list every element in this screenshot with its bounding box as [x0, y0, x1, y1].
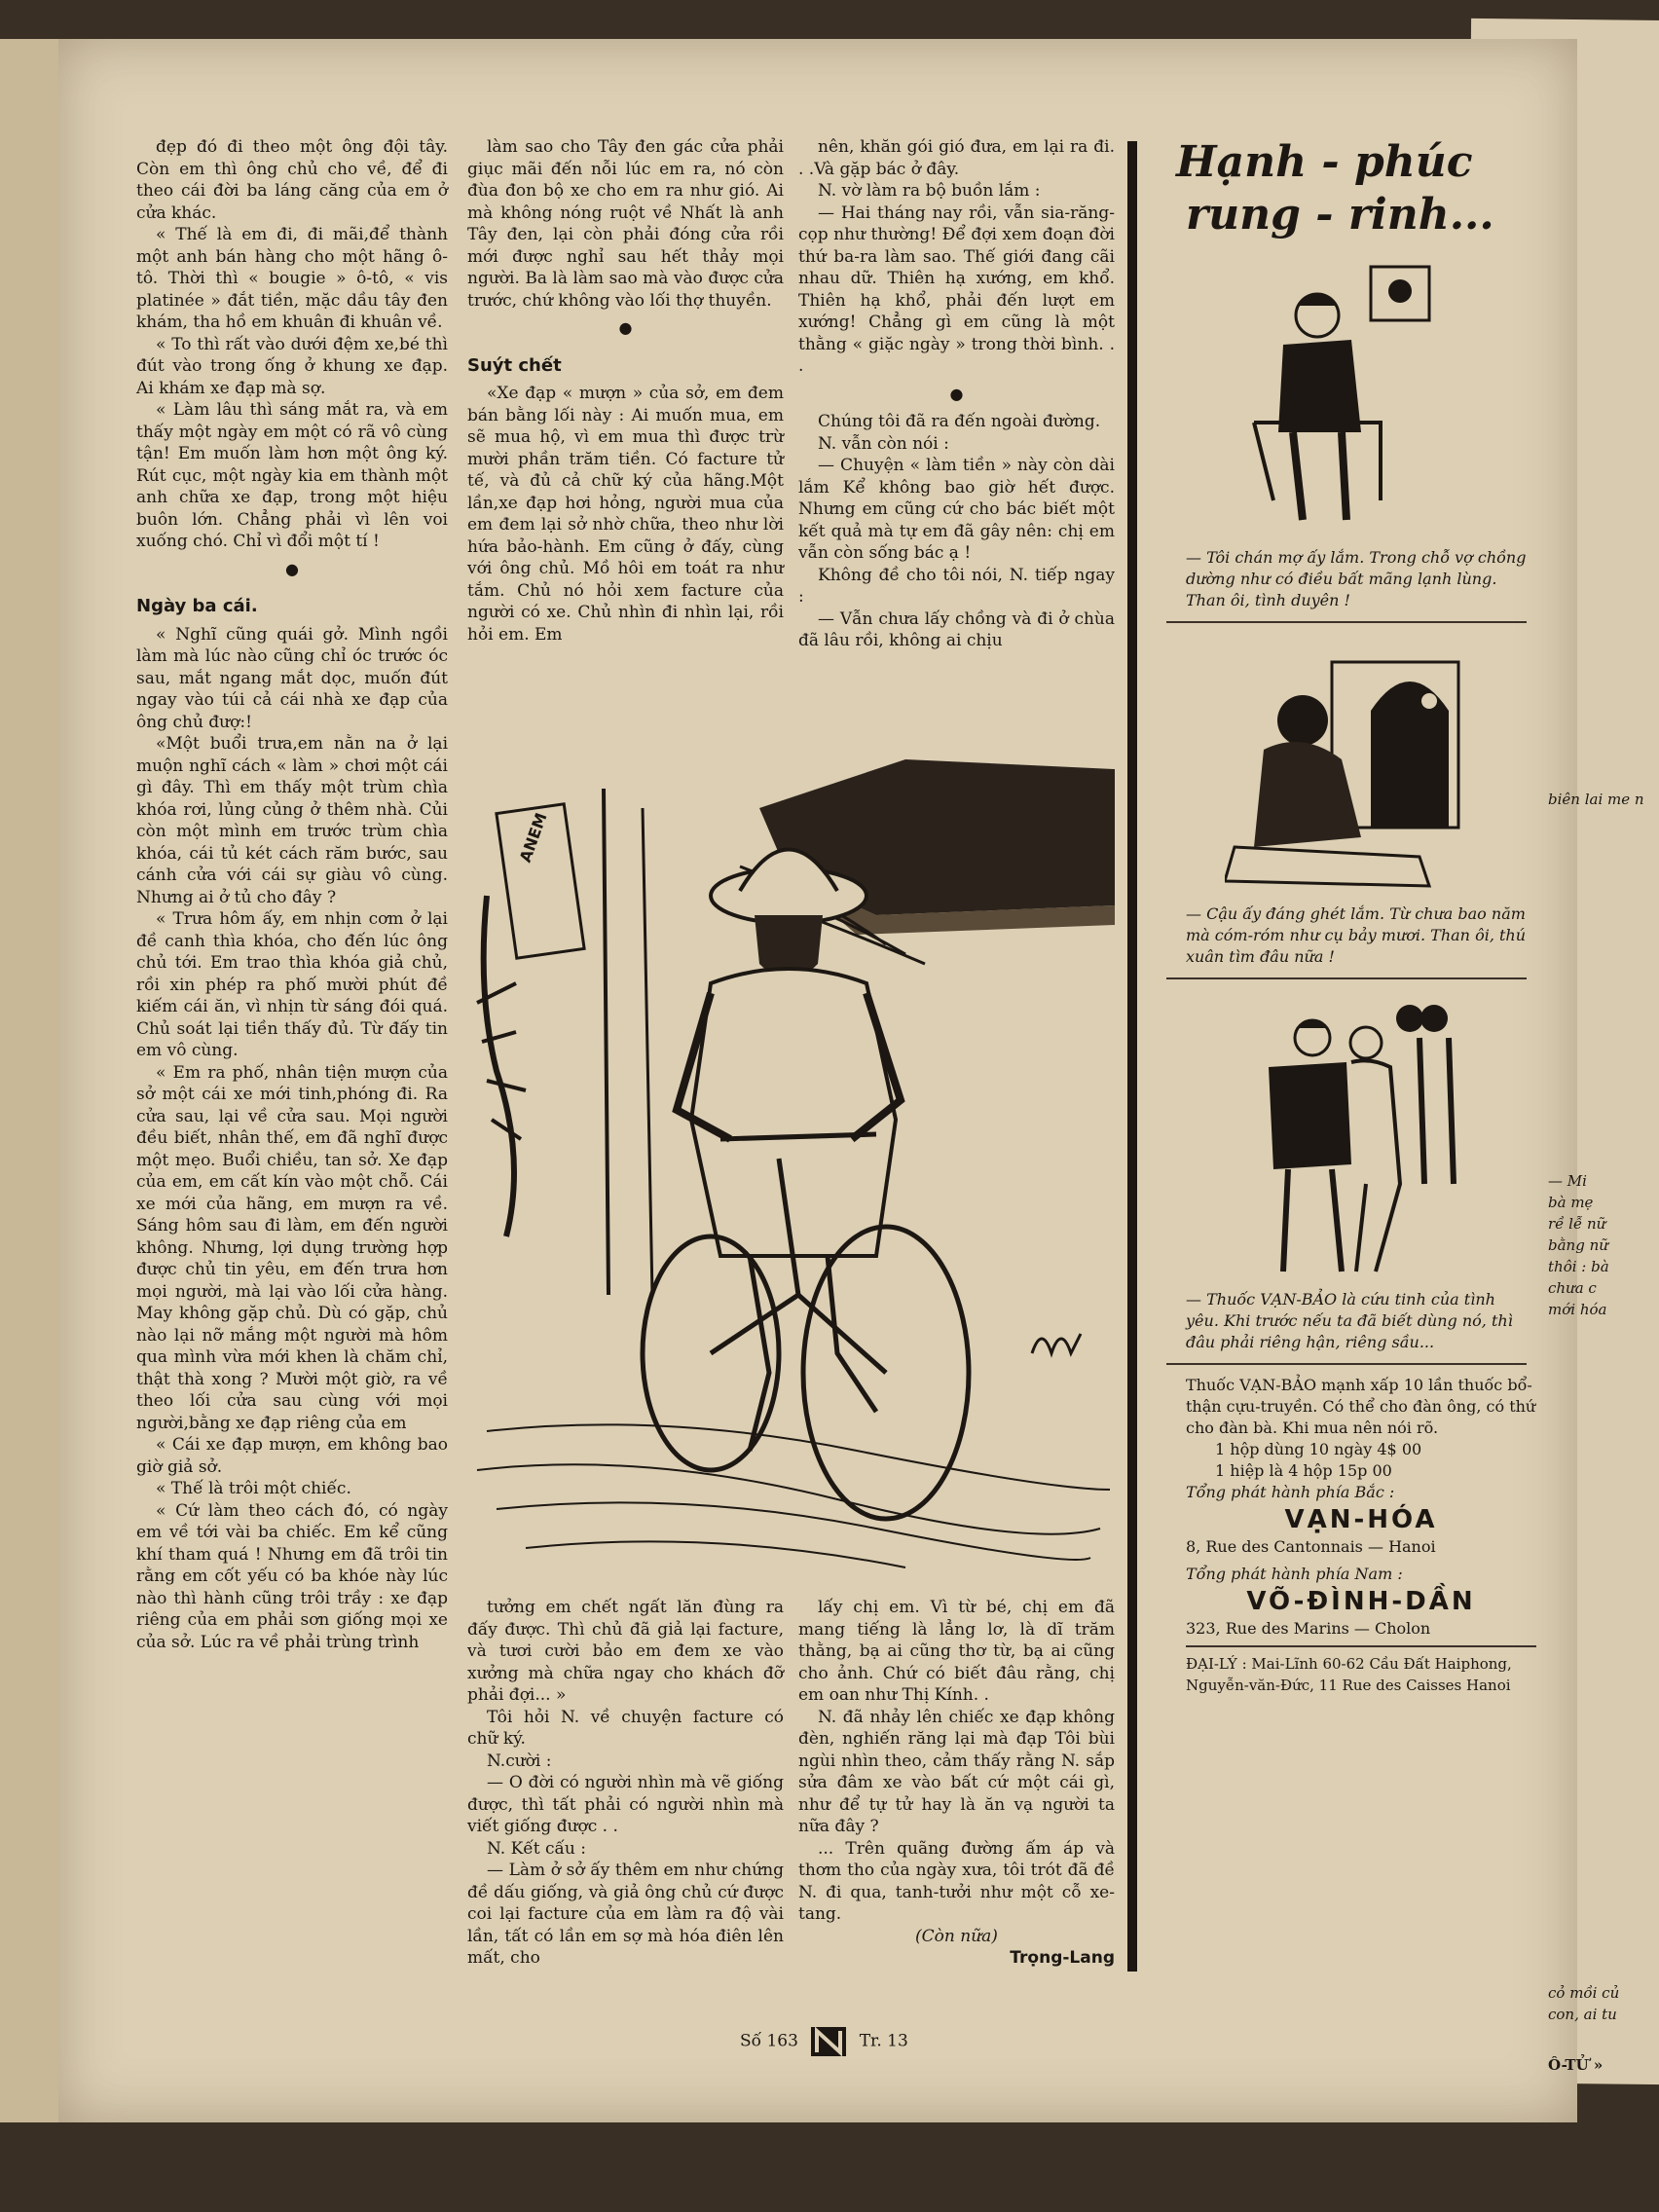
paragraph: Tôi hỏi N. về chuyện facture có chữ ký.	[467, 1707, 784, 1749]
author-byline: Trọng-Lang	[1010, 1948, 1115, 1968]
paragraph: « Em ra phố, nhân tiện mượn của sở một cái xe mới tinh,phóng đi. Ra cửa sau, lại về cửa sau. Mọi người đều biết, nhân thế, em đã nghĩ được một mẹo. Buổi chiều, tan sở. Xe đạp của em, em cất kín vào một chỗ. Cái xe mới của hãng, em mượn ra về. Sáng hôm sau đi làm, em đến người không. Nhưng, lợi dụng trường hợp được chủ tin yêu, em đến trưa hơn mọi người, mà lại vào lối cửa hàng. May không gặp chủ. Dù có gặp, chủ nào lại nỡ mắng một người mà hôm qua mình vừa mới khen là chăm chỉ, thật thà xong ? Mười một giờ, ra về theo lối cửa sau cùng với mọi người,bằng xe đạp riêng của em	[136, 1062, 448, 1433]
ad-text: Thuốc VẠN-BẢO mạnh xấp 10 lần thuốc bổ-thận cựu-truyền. Có thể cho đàn ông, có thứ cho đàn bà. Khi mua nên nói rõ.	[1186, 1376, 1536, 1437]
adjacent-text-line: con, ai tu	[1548, 2006, 1617, 2023]
south-distributor-address: 323, Rue des Marins — Cholon	[1186, 1619, 1431, 1638]
north-distributor-label: Tổng phát hành phía Bắc :	[1186, 1483, 1395, 1501]
paragraph: tưởng em chết ngất lăn đùng ra đấy được. Thì chủ đã giả lại facture, và tươi cười bảo em đem xe vào xưởng mà chữa ngay cho khách đỡ phải đợi... »	[467, 1598, 784, 1705]
medicine-advertisement	[1186, 1375, 1536, 1696]
paragraph: «Một buổi trưa,em nằn na ở lại muộn nghĩ cách « làm » chơi một cái gì đây. Thì em thấy một trùm chìa khóa rơi, lủng củng ở thêm nhà. Củi còn một mình em trước trùm chìa khóa, cái tủ két cách răm bước, sau cánh cửa với cái sự giàu vô cùng. Nhưng ai ở tủ cho đây ?	[136, 734, 448, 907]
paragraph: — Hai tháng nay rồi, vẫn sia-răng-cọp như thường! Để đợi xem đoạn đời thứ ba-ra làm sao. Thế giới đang cãi nhau dữ. Thiên hạ xướng, em khổ. Thiên hạ khổ, phải đến lượt em xướng! Chẳng gì em cũng là một thằng « giặc ngày » trong thời bình. . .	[798, 203, 1115, 376]
comic-panel-3	[1230, 989, 1473, 1281]
article-column-1	[136, 136, 448, 1653]
paragraph: — Vẫn chưa lấy chồng và đi ở chùa đã lâu rồi, không ai chịu	[798, 608, 1115, 650]
south-distributor-label: Tổng phát hành phía Nam :	[1186, 1565, 1403, 1583]
page-footer	[740, 2025, 908, 2058]
separator-dot: ●	[618, 318, 633, 337]
paragraph: nên, khăn gói gió đưa, em lại ra đi. . .Và gặp bác ở đây.	[798, 137, 1115, 179]
paragraph: N.cười :	[487, 1751, 552, 1771]
comic-caption-3: — Thuốc VẠN-BẢO là cứu tinh của tình yêu. Khi trước nếu ta đã biết dùng nó, thì đâu phải riêng hận, riêng sầu...	[1186, 1290, 1513, 1351]
paragraph: — Chuyện « làm tiền » này còn dài lắm Kể không bao giờ hết được. Nhưng em cũng cứ cho bác biết một kết quả mà tự em đã gây nên: chị em vẫn còn sống bác ạ !	[798, 456, 1115, 563]
comic-caption-2: — Cậu ấy đáng ghét lắm. Từ chưa bao năm mà cóm-róm như cụ bảy mươi. Than ôi, thú xuân tìm đâu nữa !	[1186, 904, 1527, 966]
paragraph: N. vờ làm ra bộ buồn lắm :	[818, 181, 1041, 201]
section-heading: Ngày ba cái.	[136, 596, 258, 616]
sidebar-comic-ad	[1147, 136, 1556, 1696]
adjacent-text-line: mới hóa	[1548, 1301, 1607, 1318]
paragraph: làm sao cho Tây đen gác cửa phải giục mãi đến nỗi lúc em ra, nó còn đùa đon bộ xe cho em ra như gió. Ai mà không nóng ruột về Nhất là anh Tây đen, lại còn phải đóng cửa rồi mới được nghỉ sau hết thảy mọi người. Ba là làm sao mà vào được cửa trước, chứ không vào lối thợ thuyền.	[467, 137, 784, 311]
comic-caption-1: — Tôi chán mợ ấy lắm. Trong chỗ vợ chồng dường như có điều bất mãng lạnh lùng. Than ôi, tình duyên !	[1186, 548, 1527, 609]
paragraph: « To thì rất vào dưới đệm xe,bé thì đút vào trong ống ở khung xe đạp. Ai khám xe đạp mà sợ.	[136, 334, 448, 398]
article-column-2-continued	[467, 1597, 784, 1970]
adjacent-text-line: Ô-TỬ »	[1548, 2056, 1604, 2074]
paragraph: « Làm lâu thì sáng mắt ra, và em thấy một ngày em một có rã vô cùng tận! Em muốn làm hơn một ông ký. Rút cục, một ngày kia em thành một anh chữa xe đạp, trong một hiệu buôn lớn. Chẳng phải vì lên voi xuống chó. Chỉ vì đổi một tí !	[136, 400, 448, 551]
adjacent-text-line: rề lễ nữ	[1548, 1215, 1606, 1233]
separator-dot: ●	[949, 384, 964, 403]
shop-sign-text: ANEM	[515, 810, 551, 866]
paragraph: — O đời có người nhìn mà vẽ giống được, thì tất phải có người nhìn mà viết giống được . .	[467, 1773, 784, 1836]
adjacent-text-line: cỏ mồi củ	[1548, 1984, 1620, 2002]
section-heading: Suýt chết	[467, 354, 562, 376]
issue-number: Số 163	[740, 2031, 798, 2051]
paragraph: Không đề cho tôi nói, N. tiếp ngay :	[798, 565, 1115, 607]
page-number: Tr. 13	[859, 2031, 908, 2051]
divider	[1186, 1645, 1536, 1647]
paragraph: N. Kết cấu :	[487, 1838, 587, 1859]
sidebar-title-line2: rung - rinh...	[1186, 190, 1494, 240]
divider	[1166, 1363, 1527, 1365]
adjacent-page-text	[1548, 146, 1655, 2076]
comic-panel-1	[1235, 257, 1468, 539]
article-column-3-continued	[798, 1597, 1115, 1970]
publication-logo-icon	[809, 2025, 848, 2058]
paragraph: Chúng tôi đã ra đến ngoài đường.	[818, 412, 1101, 431]
north-distributor-name: VẠN-HÓA	[1284, 1505, 1438, 1534]
adjacent-text-line: chưa c	[1548, 1279, 1597, 1297]
paragraph: — Làm ở sở ấy thêm em như chứng đề dấu giống, và giả ông chủ cứ được coi lại facture của em làm ra độ vài lần, tất có lần em sợ mà hóa điên lên mất, cho	[467, 1861, 784, 1968]
paragraph: «Xe đạp « mượn » của sở, em đem bán bằng lối này : Ai muốn mua, em sẽ mua hộ, vì em mua thì được trừ mười phần trăm tiền. Có facture tử tế, và đủ cả chữ ký của hãng.Một lần,xe đạp hơi hỏng, người mua của em đem lại sở nhờ chữa, theo như lời hứa bảo-hành. Em cũng ở đấy, cùng với ông chủ. Mồ hôi em toát ra như tắm. Chủ nó hỏi xem facture của người có xe. Chủ nhìn đi nhìn lại, rồi hỏi em. Em	[467, 384, 784, 645]
paragraph: « Cái xe đạp mượn, em không bao giờ giả sở.	[136, 1435, 448, 1477]
adjacent-text-line: bà mẹ	[1548, 1194, 1594, 1211]
north-distributor-address: 8, Rue des Cantonnais — Hanoi	[1186, 1537, 1436, 1556]
separator-dot: ●	[285, 559, 299, 578]
south-distributor-name: VÕ-ĐÌNH-DẦN	[1246, 1587, 1476, 1616]
paragraph: « Trưa hôm ấy, em nhịn cơm ở lại đề canh thìa khóa, cho đến lúc ông chủ tới. Em trao thìa khóa giả chủ, rồi xin phép ra phố mười phút đề kiếm cái ăn, vì nhịn từ sáng đói quá. Chủ soát lại tiền thấy đủ. Từ đấy tin em vô cùng.	[136, 909, 448, 1060]
continued-note: (Còn nữa)	[915, 1926, 998, 1946]
paragraph: « Cứ làm theo cách đó, có ngày em về tới vài ba chiếc. Em kể cũng khí tham quá ! Nhưng em đã trôi tin rằng em cốt yếu có ba khóe này lúc nào thì hành cũng trôi trầy : xe đạp riêng của em phải sơn giống mọi xe của sở. Lúc ra về phải trùng trình	[136, 1500, 448, 1652]
newspaper-page	[58, 39, 1577, 2122]
article-column-2	[467, 136, 784, 645]
divider	[1166, 977, 1527, 979]
agents-list: ĐẠI-LÝ : Mai-Lĩnh 60-62 Cầu Đất Haiphong, Nguyễn-văn-Đức, 11 Rue des Caisses Hanoi	[1186, 1655, 1512, 1694]
comic-panel-2	[1225, 633, 1478, 896]
article-column-3	[798, 136, 1115, 652]
divider	[1166, 621, 1527, 623]
column-divider	[1127, 141, 1137, 1972]
adjacent-text-line: — Mi	[1548, 1172, 1587, 1190]
paragraph: ... Trên quãng đường ấm áp và thơm tho của ngày xưa, tôi trót đã đề N. đi qua, tanh-tưởi như một cỗ xe-tang.	[798, 1838, 1115, 1924]
paragraph: « Nghĩ cũng quái gở. Mình ngồi làm mà lúc nào cũng chỉ óc trước óc sau, mắt ngang mắt dọc, muốn đút ngay vào túi cả cái nhà xe đạp của ông chủ đượ:!	[136, 624, 448, 732]
paragraph: « Thế là trôi một chiếc.	[156, 1479, 351, 1498]
adjacent-text-line: biên lai me n	[1548, 791, 1644, 808]
ad-price-2: 1 hiệp là 4 hộp 15p 00	[1215, 1461, 1392, 1480]
paragraph: đẹp đó đi theo một ông đội tây. Còn em thì ông chủ cho về, để đi theo cái đời ba láng căng của em ở cửa khác.	[136, 137, 448, 223]
paragraph: lấy chị em. Vì từ bé, chị em đã mang tiếng là lẳng lơ, là dĩ trăm thằng, bạ ai cũng thơ từ, bạ ai cũng cho ảnh. Chứ có biết đâu rằng, chị em oan như Thị Kính. .	[798, 1598, 1115, 1705]
sidebar-title	[1176, 136, 1556, 241]
adjacent-text-line: thôi : bà	[1548, 1258, 1609, 1275]
sidebar-title-line1: Hạnh - phúc	[1176, 137, 1473, 187]
paragraph: N. vẫn còn nói :	[818, 433, 949, 454]
cyclist-illustration	[467, 750, 1115, 1587]
ad-price-1: 1 hộp dùng 10 ngày 4$ 00	[1215, 1440, 1422, 1458]
paragraph: N. đã nhảy lên chiếc xe đạp không đèn, nghiến răng lại mà đạp Tôi bùi ngùi nhìn theo, cảm thấy rằng N. sắp sửa đâm xe vào bất cứ một cái gì, như để tự tử hay là ăn vạ người ta nữa đây ?	[798, 1707, 1115, 1836]
adjacent-text-line: bằng nữ	[1548, 1236, 1608, 1254]
paragraph: « Thế là em đi, đi mãi,để thành một anh bán hàng cho một hãng ô-tô. Thời thì « bougie » ô-tô, « vis platinée » đắt tiền, mặc dầu tây đen khám, tha hồ em khuân đi khuân về.	[136, 225, 448, 332]
